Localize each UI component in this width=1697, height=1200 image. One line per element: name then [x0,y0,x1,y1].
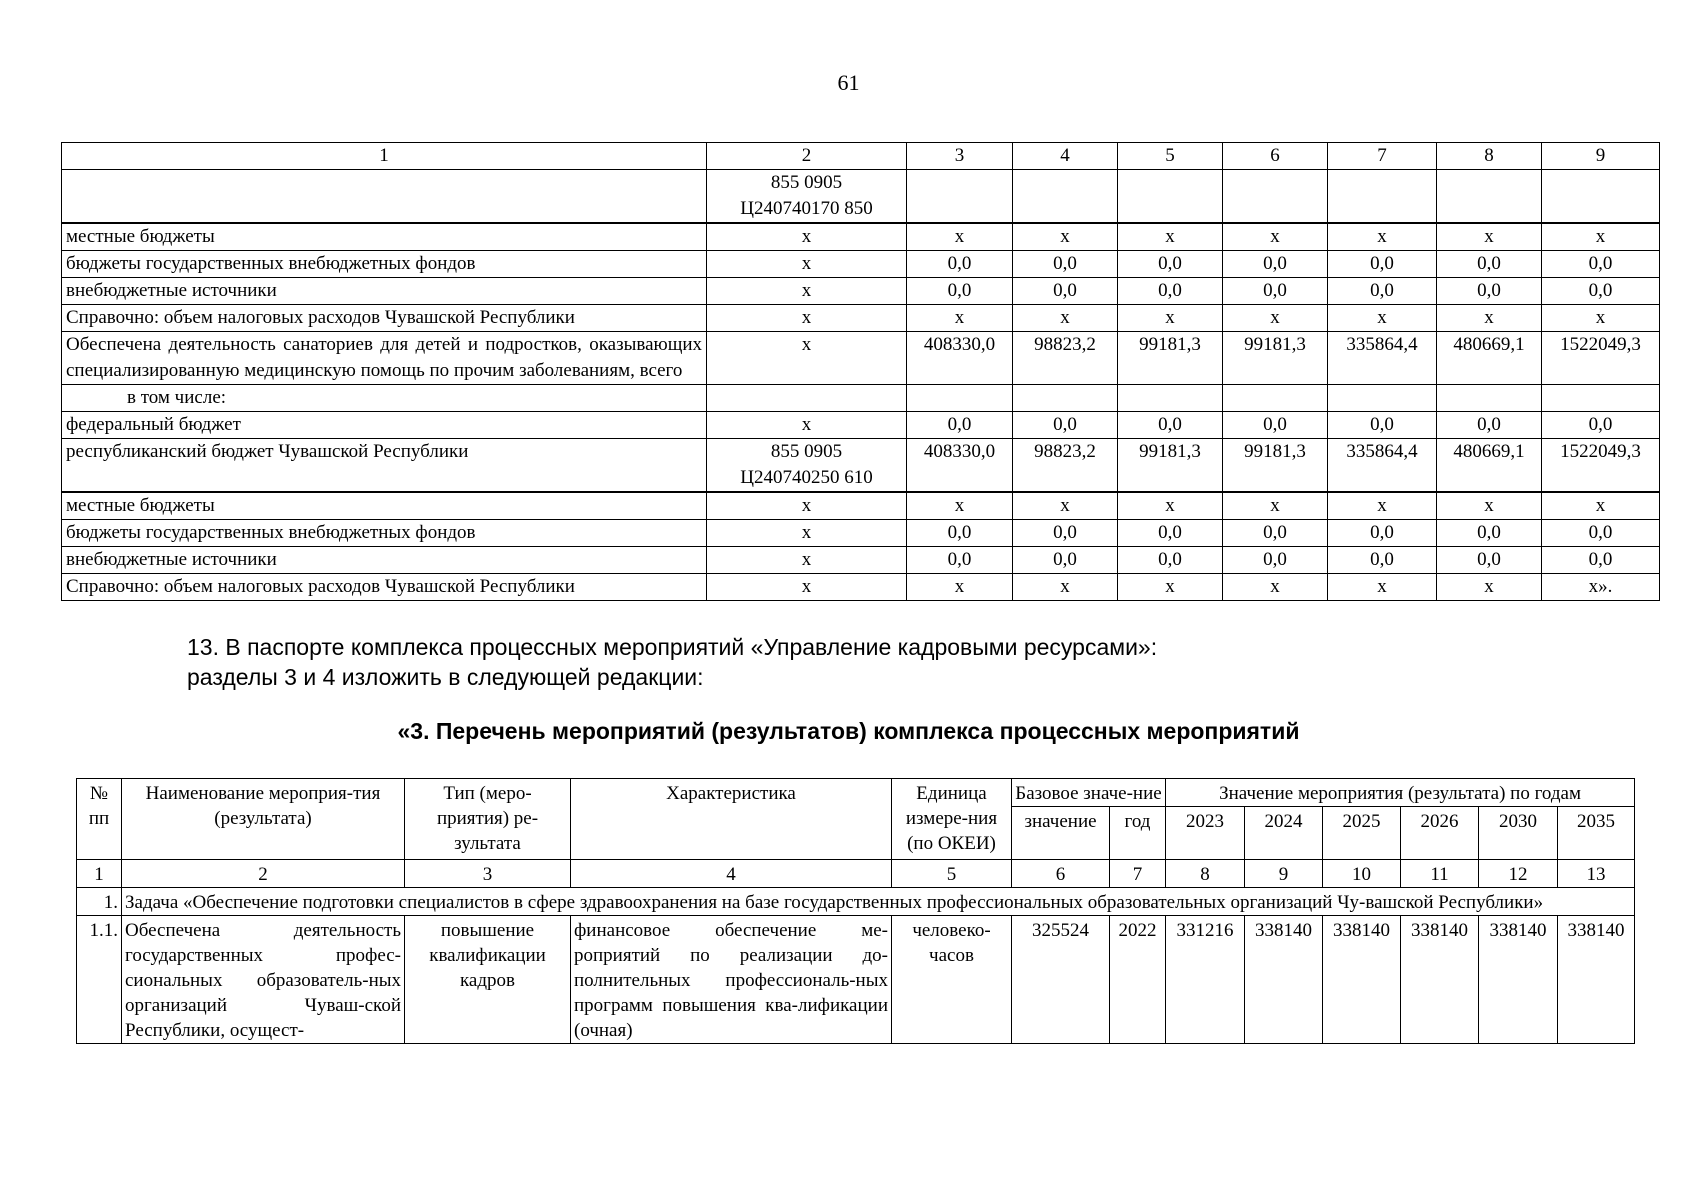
table-row: республиканский бюджет Чувашской Республики 855 0905 Ц240740250 610 408330,0 98823,2 99181,3 99181,3 335864,4 480669,1 1522049,3 [62,439,1660,493]
item-base-year: 2022 [1110,916,1166,1044]
budget-code: 855 0905 Ц240740170 850 [707,170,907,224]
activities-table [76,778,1635,1044]
header-by-years: Значение мероприятия (результата) по годам [1166,779,1635,807]
header-year: 2023 [1166,807,1245,860]
funding-table [61,142,1660,601]
header-type: Тип (меро-приятия) ре-зультата [405,779,571,860]
header-num: № пп [77,779,122,860]
header-year: 2024 [1245,807,1323,860]
col-number: 3 [907,143,1013,170]
col-number: 8 [1437,143,1542,170]
header-year: 2025 [1323,807,1401,860]
header-year: 2030 [1479,807,1558,860]
table-row: бюджеты государственных внебюджетных фондов х 0,0 0,0 0,0 0,0 0,0 0,0 0,0 [62,251,1660,278]
item-unit: человеко-часов [892,916,1012,1044]
header-base-value: значение [1012,807,1110,860]
amendment-paragraph-line1: 13. В паспорте комплекса процессных мероприятий «Управление кадровыми ресурсами»: [187,634,1158,660]
header-row [77,779,1635,807]
table-row: внебюджетные источники х 0,0 0,0 0,0 0,0 0,0 0,0 0,0 [62,547,1660,574]
header-base: Базовое значе-ние [1012,779,1166,807]
col-number: 2 [707,143,907,170]
column-number-row [62,143,1660,170]
header-year: 2026 [1401,807,1479,860]
col-number: 5 [1118,143,1223,170]
item-type: повышение квалификации кадров [405,916,571,1044]
table-row: местные бюджеты х х х х х х х х [62,492,1660,520]
item-name: Обеспечена деятельность государственных профес-сиональных образователь-ных организаций Чуваш-ской Республики, осущест- [122,916,405,1044]
table-row: местные бюджеты х х х х х х х х [62,223,1660,251]
header-characteristic: Характеристика [571,779,892,860]
col-number: 6 [1223,143,1328,170]
header-name: Наименование мероприя-тия (результата) [122,779,405,860]
col-number: 9 [1542,143,1660,170]
total-row: Обеспечена деятельность санаториев для детей и подростков, оказывающих специализированную медицинскую помощь по прочим заболеваниям, всего х 408330,0 98823,2 99181,3 99181,3 335864,4 480669,1 1522049,3 [62,332,1660,385]
col-number: 7 [1328,143,1437,170]
table-row: 1.1. Обеспечена деятельность государственных профес-сиональных образователь-ных организаций Чуваш-ской Республики, осущест- повышение квалификации кадров финансовое обеспечение ме-роприятий по реализации до-полнительных профессиональ-ных программ повышения ква-лификации (очная) человеко-часов 325524 2022 331216 338140 338140 338140 338140 338140 [77,916,1635,1044]
amendment-paragraph-line2: разделы 3 и 4 изложить в следующей редакции: [187,664,704,690]
table-row: федеральный бюджет х 0,0 0,0 0,0 0,0 0,0 0,0 0,0 [62,412,1660,439]
page-number: 61 [837,70,860,95]
table-row: бюджеты государственных внебюджетных фондов х 0,0 0,0 0,0 0,0 0,0 0,0 0,0 [62,520,1660,547]
col-number: 1 [62,143,707,170]
numbering-row: 1 2 3 4 5 6 7 8 9 10 11 12 13 [77,860,1635,888]
table-row [62,170,1660,224]
table-row: в том числе: [62,385,1660,412]
item-characteristic: финансовое обеспечение ме-роприятий по реализации до-полнительных профессиональ-ных программ повышения ква-лификации (очная) [571,916,892,1044]
table-row: внебюджетные источники х 0,0 0,0 0,0 0,0 0,0 0,0 0,0 [62,278,1660,305]
table-row: Справочно: объем налоговых расходов Чувашской Республики х х х х х х х х [62,305,1660,332]
item-base-value: 325524 [1012,916,1110,1044]
header-year: 2035 [1558,807,1635,860]
header-unit: Единица измере-ния (по ОКЕИ) [892,779,1012,860]
task-text: Задача «Обеспечение подготовки специалистов в сфере здравоохранения на базе государственных профессиональных образовательных организаций Чу-вашской Республики» [122,888,1635,916]
table-row: Справочно: объем налоговых расходов Чувашской Республики х х х х х х х х». [62,574,1660,601]
budget-code: 855 0905 Ц240740250 610 [707,439,907,493]
col-number: 4 [1013,143,1118,170]
header-base-year: год [1110,807,1166,860]
task-row: 1. Задача «Обеспечение подготовки специалистов в сфере здравоохранения на базе государственных профессиональных образовательных организаций Чу-вашской Республики» [77,888,1635,916]
section-heading: «3. Перечень мероприятий (результатов) комплекса процессных мероприятий [397,718,1300,744]
